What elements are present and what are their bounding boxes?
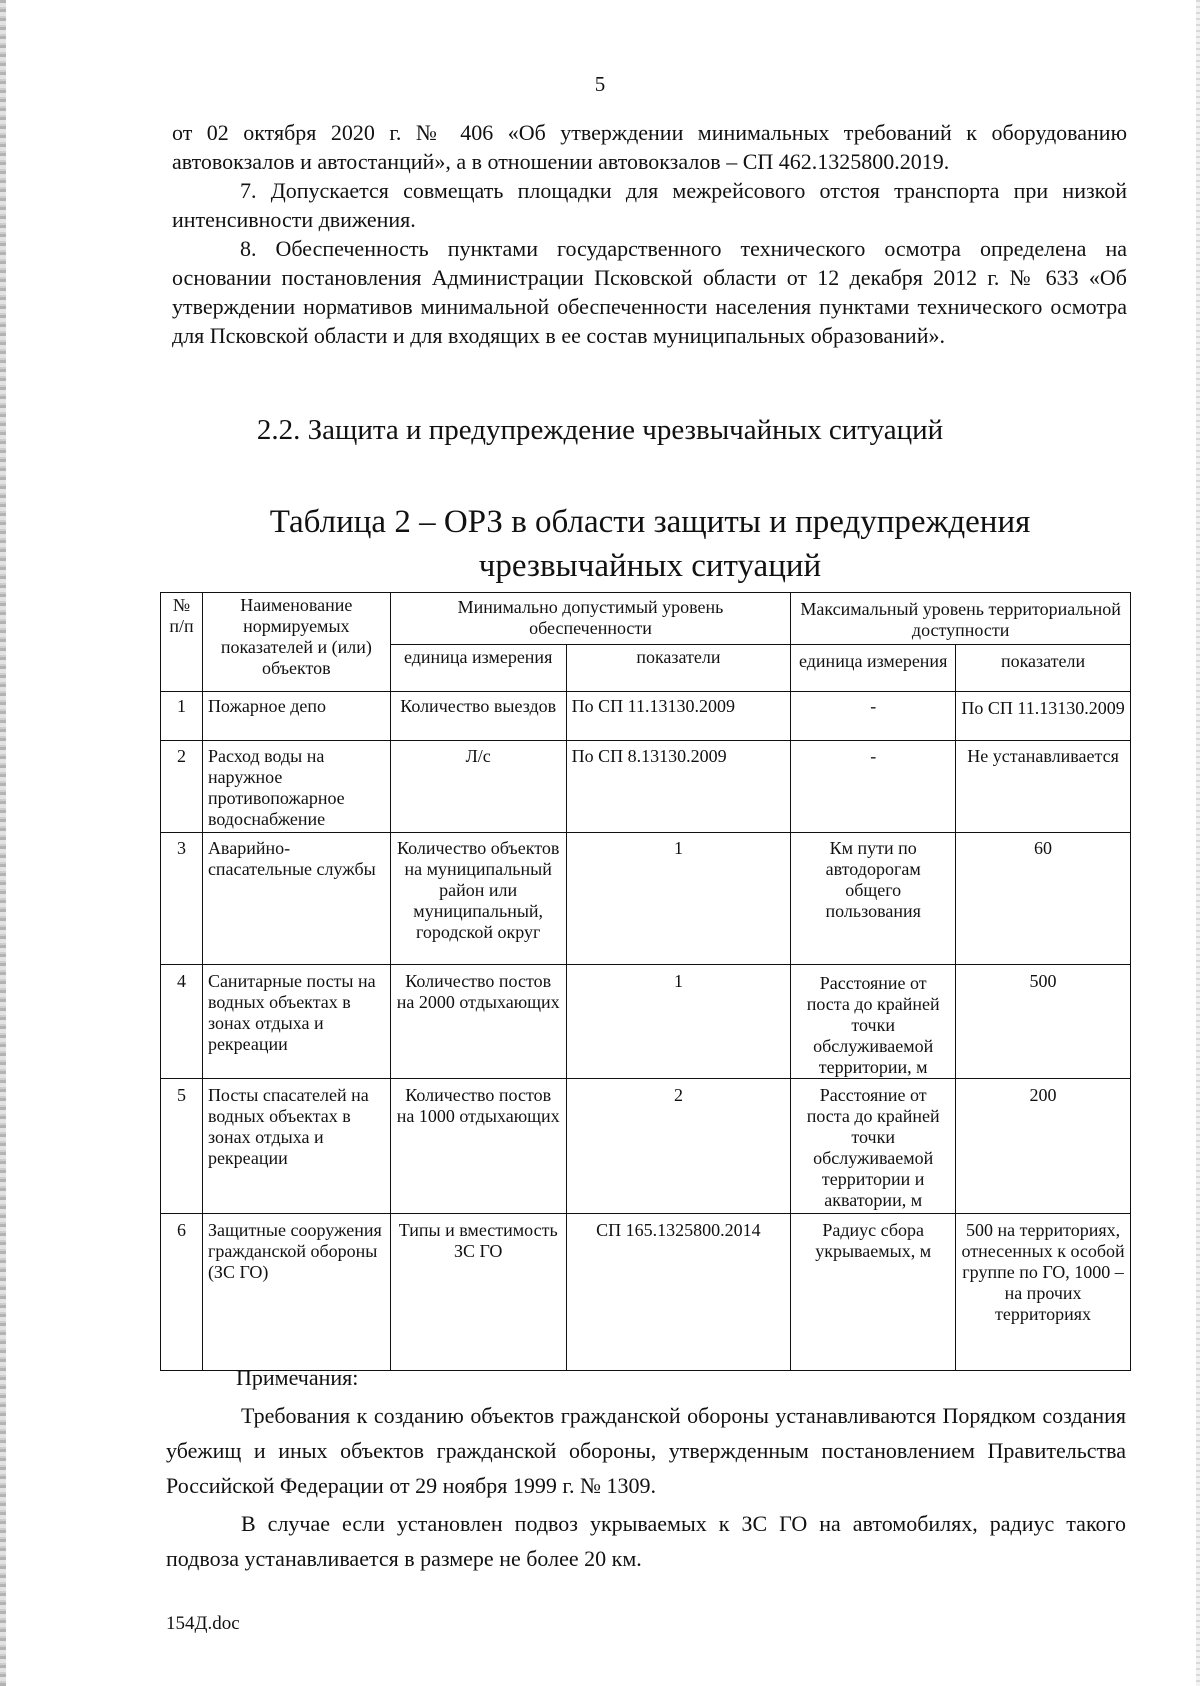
cell-num: 3 xyxy=(161,833,203,965)
cell-max-unit: Расстояние от поста до крайней точки обслуживаемой территории, м xyxy=(791,965,956,1079)
cell-name: Пожарное депо xyxy=(202,692,390,741)
cell-num: 5 xyxy=(161,1079,203,1214)
cell-min-unit: Количество постов на 2000 отдыхающих xyxy=(390,965,566,1079)
table-row xyxy=(161,1079,1131,1214)
cell-max-unit: - xyxy=(791,692,956,741)
intro-paragraph: 8. Обеспеченность пунктами государственного технического осмотра определена на основании постановления Администрации Псковской области от 12 декабря 2012 г. № 633 «Об утверждении нормативов минимальной обеспеченности населения пунктами технического осмотра для Псковской области и для входящих в ее состав муниципальных образований». xyxy=(172,236,1127,348)
footer-filename: 154Д.doc xyxy=(166,1613,240,1634)
cell-num: 6 xyxy=(161,1214,203,1371)
cell-name: Расход воды на наружное противопожарное водоснабжение xyxy=(202,741,390,833)
cell-num: 4 xyxy=(161,965,203,1079)
table-row xyxy=(161,692,1131,741)
cell-max-value: Не устанавливается xyxy=(956,741,1131,833)
intro-text xyxy=(172,118,1127,350)
cell-max-unit: Радиус сбора укрываемых, м xyxy=(791,1214,956,1371)
cell-min-value: СП 165.1325800.2014 xyxy=(566,1214,791,1371)
cell-min-unit: Количество выездов xyxy=(390,692,566,741)
note-paragraph: Требования к созданию объектов гражданской обороны устанавливаются Порядком создания убежищ и иных объектов гражданской обороны, утвержденным постановлением Правительства Российской Федерации от 29 ноября 1999 г. № 1309. xyxy=(166,1403,1126,1498)
table-header-row xyxy=(161,593,1131,645)
cell-max-value: 500 на территориях, отнесенных к особой группе по ГО, 1000 – на прочих территориях xyxy=(956,1214,1131,1371)
cell-min-value: 1 xyxy=(566,833,791,965)
cell-min-unit: Количество объектов на муниципальный район или муниципальный, городской округ xyxy=(390,833,566,965)
notes-title: Примечания: xyxy=(236,1365,359,1390)
header-max-group: Максимальный уровень территориальной доступности xyxy=(791,593,1131,645)
cell-name: Санитарные посты на водных объектах в зонах отдыха и рекреации xyxy=(202,965,390,1079)
cell-min-unit: Типы и вместимость ЗС ГО xyxy=(390,1214,566,1371)
table-row xyxy=(161,741,1131,833)
header-name: Наименование нормируемых показателей и (или) объектов xyxy=(202,593,390,692)
cell-name: Защитные сооружения гражданской обороны (ЗС ГО) xyxy=(202,1214,390,1371)
cell-name: Посты спасателей на водных объектах в зонах отдыха и рекреации xyxy=(202,1079,390,1214)
cell-max-value: 200 xyxy=(956,1079,1131,1214)
scan-edge-right xyxy=(1196,0,1200,1686)
cell-min-value: 1 xyxy=(566,965,791,1079)
cell-num: 2 xyxy=(161,741,203,833)
intro-paragraph: 7. Допускается совмещать площадки для межрейсового отстоя транспорта при низкой интенсивности движения. xyxy=(172,178,1127,232)
page-number: 5 xyxy=(594,72,606,96)
table-row xyxy=(161,1214,1131,1371)
intro-paragraph: от 02 октября 2020 г. № 406 «Об утверждении минимальных требований к оборудованию автовокзалов и автостанций», а в отношении автовокзалов – СП 462.1325800.2019. xyxy=(172,120,1127,174)
cell-num: 1 xyxy=(161,692,203,741)
scan-edge-left xyxy=(0,0,6,1686)
header-max-value: показатели xyxy=(956,644,1131,691)
cell-max-value: 60 xyxy=(956,833,1131,965)
cell-min-value: По СП 8.13130.2009 xyxy=(566,741,791,833)
cell-max-value: По СП 11.13130.2009 xyxy=(956,692,1131,741)
table-row xyxy=(161,965,1131,1079)
cell-min-unit: Л/с xyxy=(390,741,566,833)
cell-max-unit: - xyxy=(791,741,956,833)
header-max-unit: единица измерения xyxy=(791,644,956,691)
table-caption: Таблица 2 – ОРЗ в области защиты и предупреждения чрезвычайных ситуаций xyxy=(269,504,1031,584)
cell-min-value: По СП 11.13130.2009 xyxy=(566,692,791,741)
header-min-group: Минимально допустимый уровень обеспеченности xyxy=(390,593,791,645)
notes-section xyxy=(166,1360,1126,1576)
cell-max-unit: Км пути по автодорогам общего пользования xyxy=(791,833,956,965)
cell-max-value: 500 xyxy=(956,965,1131,1079)
section-title: 2.2. Защита и предупреждение чрезвычайных ситуаций xyxy=(256,414,944,446)
cell-max-unit: Расстояние от поста до крайней точки обслуживаемой территории и акватории, м xyxy=(791,1079,956,1214)
header-min-unit: единица измерения xyxy=(390,644,566,691)
cell-min-unit: Количество постов на 1000 отдыхающих xyxy=(390,1079,566,1214)
header-min-value: показатели xyxy=(566,644,791,691)
table-row xyxy=(161,833,1131,965)
cell-name: Аварийно-спасательные службы xyxy=(202,833,390,965)
orz-table xyxy=(160,592,1131,1371)
cell-min-value: 2 xyxy=(566,1079,791,1214)
header-num: № п/п xyxy=(161,593,203,692)
note-paragraph: В случае если установлен подвоз укрываемых к ЗС ГО на автомобилях, радиус такого подвоза устанавливается в размере не более 20 км. xyxy=(166,1511,1126,1571)
